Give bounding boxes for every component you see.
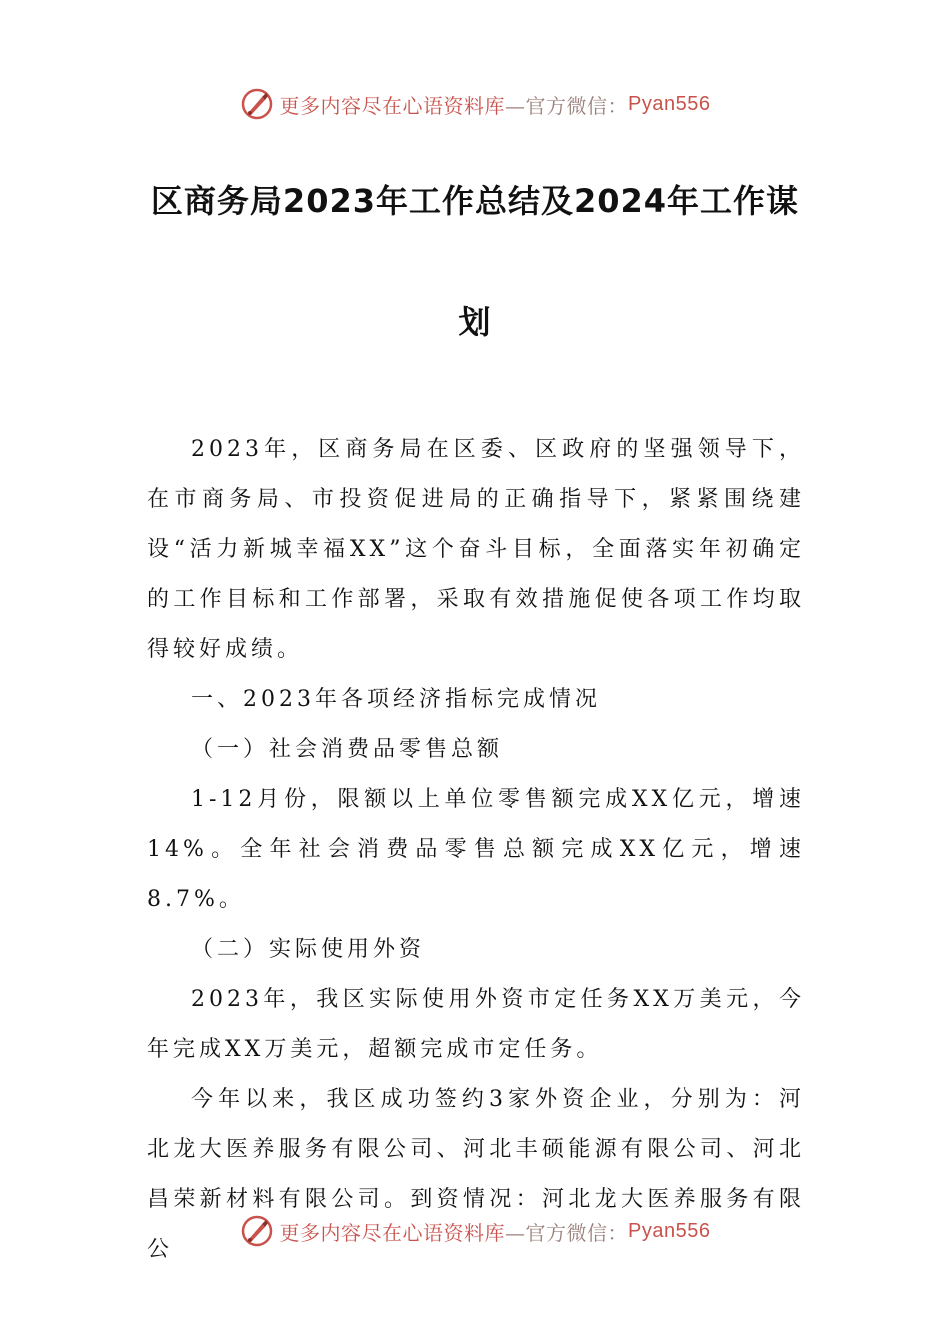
foreign-investment-paragraph: 2023年，我区实际使用外资市定任务XX万美元，今年完成XX万美元，超额完成市定任务。 [147,987,805,1062]
banner-dash-text: —官方微信： [505,93,629,118]
document-title-line2: 划 [458,303,492,341]
foreign-enterprise-paragraph: 今年以来，我区成功签约3家外资企业，分别为：河北龙大医养服务有限公司、河北丰硕能源有限公司、河北昌荣新材料有限公司。到资情况：河北龙大医养服务有限公 [147,1087,805,1262]
banner-wechat-id: Pyan556 [628,1219,711,1242]
section-heading-1: 一、2023年各项经济指标完成情况 [191,687,601,712]
subsection-heading-2: （二）实际使用外资 [191,937,426,962]
banner-main-text: 更多内容尽在心语资料库 [279,93,506,118]
footer-watermark-banner [0,1211,950,1251]
retail-sales-paragraph: 1-12月份，限额以上单位零售额完成XX亿元，增速14%。全年社会消费品零售总额完成XX亿元，增速8.7%。 [147,787,805,912]
banner-wechat-id: Pyan556 [628,92,711,115]
document-title-line1: 区商务局2023年工作总结及2024年工作谋 [150,182,800,220]
subsection-heading-1: （一）社会消费品零售总额 [191,737,504,762]
pen-logo-icon [240,87,274,121]
banner-dash-text: —官方微信： [505,1220,629,1245]
header-watermark-banner [0,84,950,124]
pen-logo-icon [240,1214,274,1248]
document-body [147,425,805,1275]
intro-paragraph: 2023年，区商务局在区委、区政府的坚强领导下，在市商务局、市投资促进局的正确指导下，紧紧围绕建设“活力新城幸福XX”这个奋斗目标，全面落实年初确定的工作目标和工作部署，采取有效措施促使各项工作均取得较好成绩。 [147,437,805,662]
banner-main-text: 更多内容尽在心语资料库 [279,1220,506,1245]
